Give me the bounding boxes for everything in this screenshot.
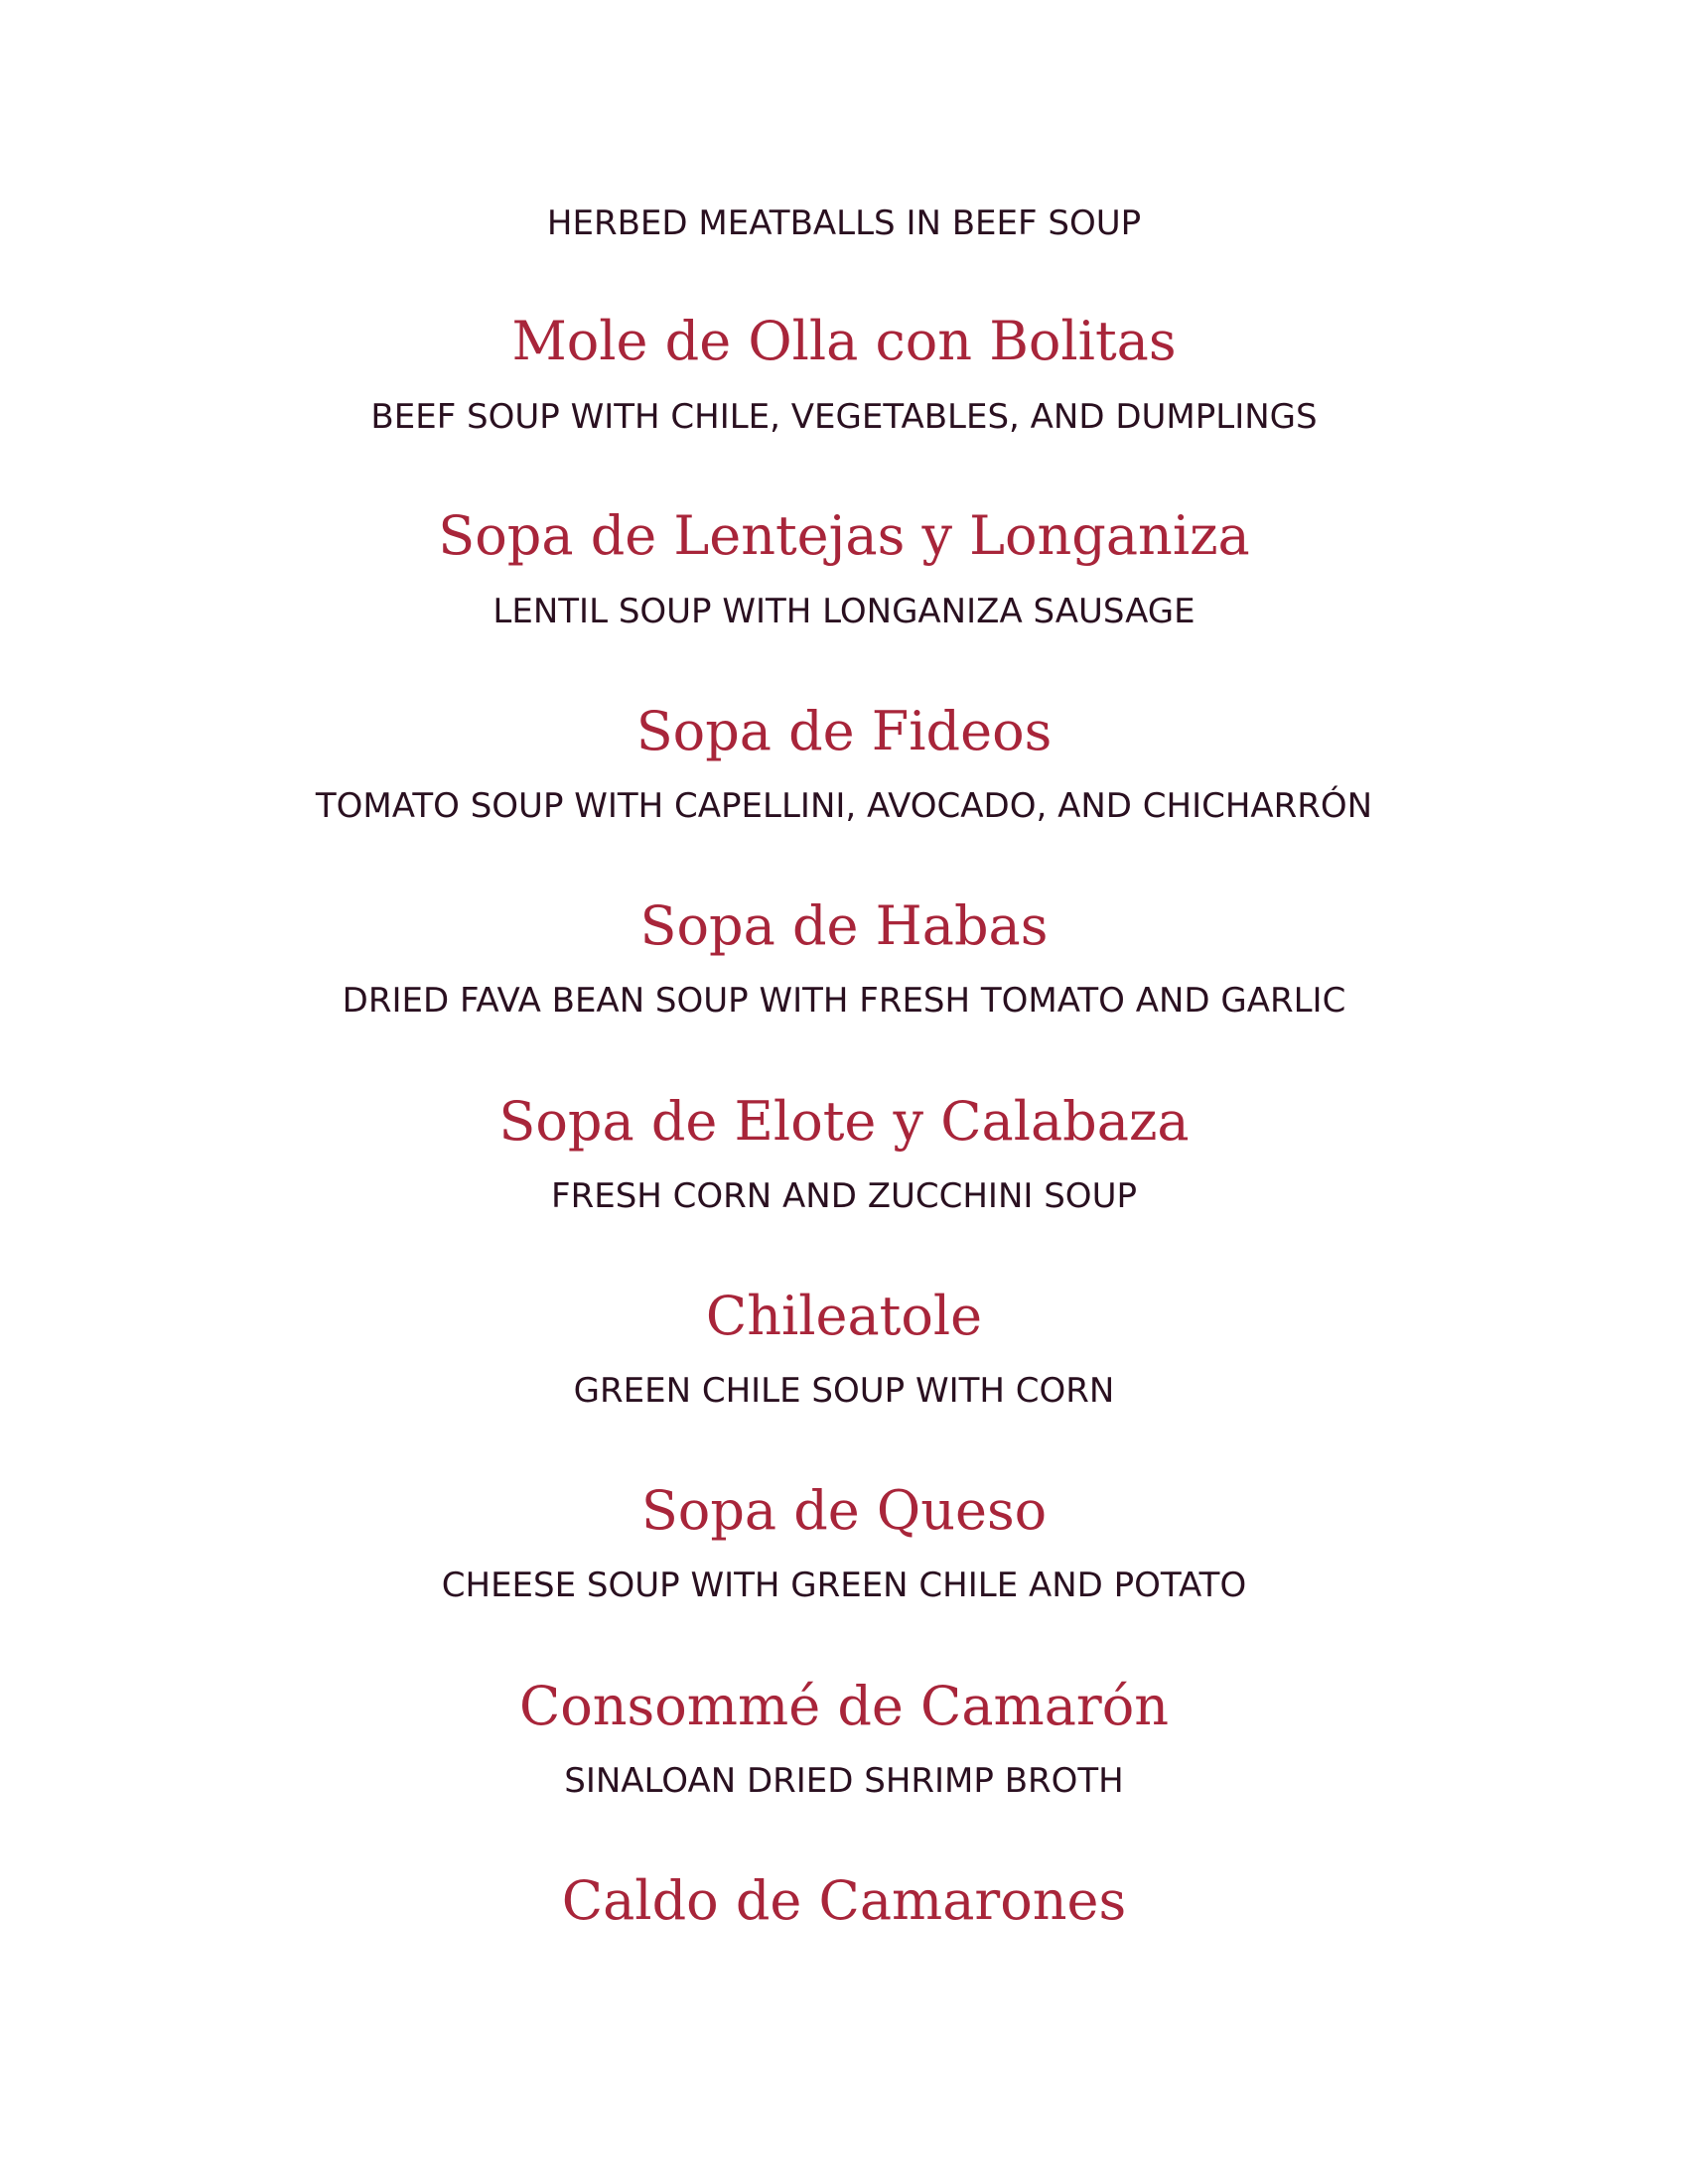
item-title-sopa-de-elote: Sopa de Elote y Calabaza: [498, 1090, 1190, 1153]
item-title-caldo-de-camarones: Caldo de Camarones: [561, 1869, 1127, 1932]
item-description-mole-de-olla: BEEF SOUP WITH CHILE, VEGETABLES, AND DUMPLINGS: [370, 397, 1318, 437]
item-description-sopa-de-elote: FRESH CORN AND ZUCCHINI SOUP: [551, 1176, 1137, 1216]
item-title-sopa-de-habas: Sopa de Habas: [639, 894, 1049, 957]
item-title-chileatole: Chileatole: [705, 1285, 983, 1347]
item-title-mole-de-olla: Mole de Olla con Bolitas: [511, 310, 1177, 372]
top-description: HERBED MEATBALLS IN BEEF SOUP: [546, 204, 1142, 243]
item-description-sopa-de-habas: DRIED FAVA BEAN SOUP WITH FRESH TOMATO AND GARLIC: [342, 981, 1346, 1021]
item-description-consomme-de-camaron: SINALOAN DRIED SHRIMP BROTH: [564, 1761, 1124, 1801]
item-description-chileatole: GREEN CHILE SOUP WITH CORN: [573, 1371, 1115, 1411]
item-title-sopa-de-fideos: Sopa de Fideos: [635, 700, 1053, 762]
item-title-sopa-de-lentejas: Sopa de Lentejas y Longaniza: [438, 504, 1250, 567]
item-description-sopa-de-lentejas: LENTIL SOUP WITH LONGANIZA SAUSAGE: [492, 592, 1196, 631]
item-title-sopa-de-queso: Sopa de Queso: [640, 1479, 1048, 1542]
item-description-sopa-de-queso: CHEESE SOUP WITH GREEN CHILE AND POTATO: [441, 1566, 1247, 1605]
item-title-consomme-de-camaron: Consommé de Camarón: [518, 1675, 1170, 1737]
item-description-sopa-de-fideos: TOMATO SOUP WITH CAPELLINI, AVOCADO, AND CHICHARRÓN: [315, 786, 1373, 826]
